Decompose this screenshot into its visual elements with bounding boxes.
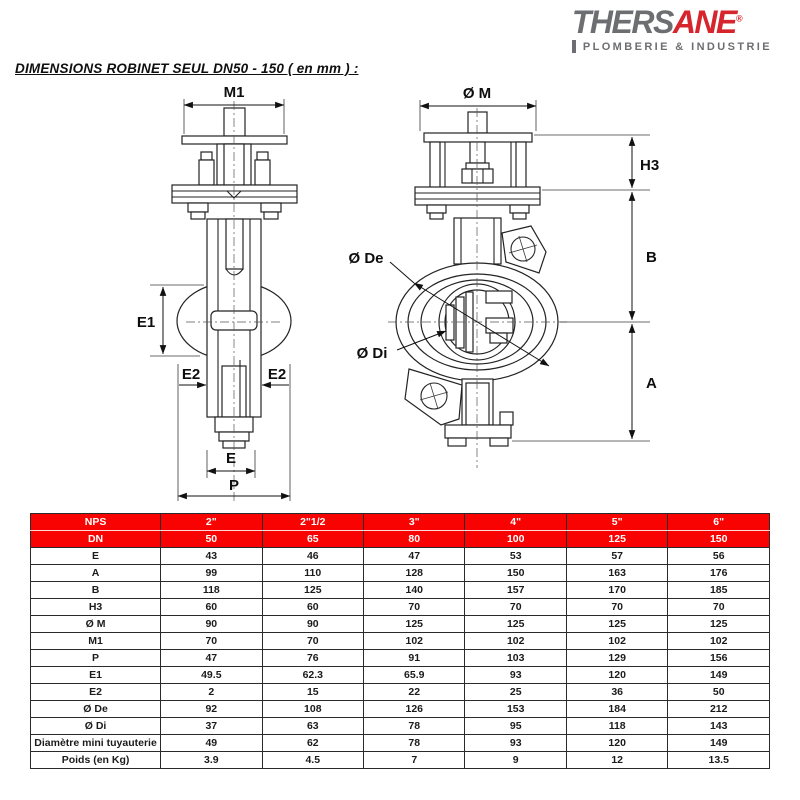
logo-text-gray: THERS <box>571 4 673 40</box>
table-row <box>31 650 770 667</box>
table-cell: 63 <box>262 718 363 735</box>
table-row <box>31 667 770 684</box>
table-cell: 50 <box>161 531 262 548</box>
table-cell: 91 <box>364 650 465 667</box>
table-cell: 125 <box>668 616 770 633</box>
table-row <box>31 616 770 633</box>
table-row <box>31 599 770 616</box>
table-cell: 102 <box>566 633 667 650</box>
table-cell: 70 <box>161 633 262 650</box>
left-view-side <box>137 84 297 503</box>
table-cell: 43 <box>161 548 262 565</box>
table-cell: 60 <box>161 599 262 616</box>
table-row <box>31 565 770 582</box>
row-label: E2 <box>31 684 161 701</box>
table-cell: 56 <box>668 548 770 565</box>
dim-label-a: A <box>646 375 657 392</box>
dimensions-table-body <box>31 514 770 769</box>
table-cell: 90 <box>161 616 262 633</box>
table-cell: 149 <box>668 667 770 684</box>
logo-text-red: ANE <box>672 4 736 40</box>
table-cell: 93 <box>465 735 566 752</box>
row-label: Ø De <box>31 701 161 718</box>
table-cell: 140 <box>364 582 465 599</box>
table-cell: 125 <box>364 616 465 633</box>
row-label: E <box>31 548 161 565</box>
row-label: E1 <box>31 667 161 684</box>
table-cell: 110 <box>262 565 363 582</box>
table-cell: 118 <box>161 582 262 599</box>
table-row <box>31 701 770 718</box>
table-cell: 9 <box>465 752 566 769</box>
table-row <box>31 633 770 650</box>
table-row <box>31 531 770 548</box>
table-cell: 125 <box>465 616 566 633</box>
table-cell: 80 <box>364 531 465 548</box>
table-cell: 70 <box>364 599 465 616</box>
table-cell: 108 <box>262 701 363 718</box>
table-cell: 47 <box>364 548 465 565</box>
row-label: M1 <box>31 633 161 650</box>
table-cell: 4.5 <box>262 752 363 769</box>
table-cell: 4" <box>465 514 566 531</box>
table-cell: 70 <box>668 599 770 616</box>
table-cell: 5" <box>566 514 667 531</box>
dim-label-p: P <box>228 477 240 494</box>
table-row <box>31 514 770 531</box>
row-label: Ø M <box>31 616 161 633</box>
table-cell: 2 <box>161 684 262 701</box>
table-cell: 49 <box>161 735 262 752</box>
registered-mark: ® <box>735 13 743 24</box>
row-label: Poids (en Kg) <box>31 752 161 769</box>
row-label: Ø Di <box>31 718 161 735</box>
table-cell: 7 <box>364 752 465 769</box>
table-cell: 120 <box>566 667 667 684</box>
table-cell: 184 <box>566 701 667 718</box>
dim-label-e1: E1 <box>136 314 156 331</box>
table-cell: 149 <box>668 735 770 752</box>
table-row <box>31 752 770 769</box>
table-cell: 125 <box>262 582 363 599</box>
table-cell: 120 <box>566 735 667 752</box>
table-cell: 150 <box>465 565 566 582</box>
row-label: Diamètre mini tuyauterie <box>31 735 161 752</box>
table-cell: 150 <box>668 531 770 548</box>
table-cell: 78 <box>364 735 465 752</box>
table-cell: 6" <box>668 514 770 531</box>
table-cell: 50 <box>668 684 770 701</box>
table-row <box>31 548 770 565</box>
dim-label-de: Ø De <box>348 250 384 267</box>
table-cell: 37 <box>161 718 262 735</box>
right-view-front <box>348 85 659 468</box>
table-cell: 128 <box>364 565 465 582</box>
table-row <box>31 718 770 735</box>
table-cell: 185 <box>668 582 770 599</box>
dim-label-e: E <box>225 450 237 467</box>
table-cell: 100 <box>465 531 566 548</box>
table-cell: 156 <box>668 650 770 667</box>
page-title: DIMENSIONS ROBINET SEUL DN50 - 150 ( en mm ) : <box>15 61 359 76</box>
table-cell: 15 <box>262 684 363 701</box>
table-row <box>31 684 770 701</box>
table-cell: 12 <box>566 752 667 769</box>
table-cell: 157 <box>465 582 566 599</box>
table-cell: 49.5 <box>161 667 262 684</box>
row-label: H3 <box>31 599 161 616</box>
row-label: DN <box>31 531 161 548</box>
dim-label-di: Ø Di <box>356 345 388 362</box>
row-label: A <box>31 565 161 582</box>
table-cell: 3" <box>364 514 465 531</box>
table-row <box>31 735 770 752</box>
table-cell: 22 <box>364 684 465 701</box>
table-cell: 102 <box>668 633 770 650</box>
dim-label-h3: H3 <box>640 157 660 174</box>
table-cell: 62.3 <box>262 667 363 684</box>
dim-label-e2-right: E2 <box>267 366 287 383</box>
table-cell: 95 <box>465 718 566 735</box>
dim-label-m1: M1 <box>223 84 245 101</box>
table-cell: 102 <box>465 633 566 650</box>
table-cell: 2" <box>161 514 262 531</box>
table-cell: 46 <box>262 548 363 565</box>
table-cell: 65 <box>262 531 363 548</box>
table-row <box>31 582 770 599</box>
table-cell: 212 <box>668 701 770 718</box>
table-cell: 102 <box>364 633 465 650</box>
row-label: NPS <box>31 514 161 531</box>
table-cell: 76 <box>262 650 363 667</box>
table-cell: 70 <box>566 599 667 616</box>
table-cell: 60 <box>262 599 363 616</box>
table-cell: 125 <box>566 616 667 633</box>
dim-label-e2-left: E2 <box>181 366 201 383</box>
dim-label-om: Ø M <box>462 85 492 102</box>
table-cell: 170 <box>566 582 667 599</box>
table-cell: 78 <box>364 718 465 735</box>
dim-label-b: B <box>646 249 657 266</box>
logo-tagline-text: PLOMBERIE & INDUSTRIE <box>582 40 772 53</box>
table-cell: 118 <box>566 718 667 735</box>
table-cell: 65.9 <box>364 667 465 684</box>
table-cell: 62 <box>262 735 363 752</box>
table-cell: 3.9 <box>161 752 262 769</box>
table-cell: 36 <box>566 684 667 701</box>
table-cell: 70 <box>465 599 566 616</box>
table-cell: 13.5 <box>668 752 770 769</box>
table-cell: 2"1/2 <box>262 514 363 531</box>
table-cell: 93 <box>465 667 566 684</box>
table-cell: 92 <box>161 701 262 718</box>
table-cell: 47 <box>161 650 262 667</box>
table-cell: 99 <box>161 565 262 582</box>
table-cell: 153 <box>465 701 566 718</box>
table-cell: 129 <box>566 650 667 667</box>
table-cell: 176 <box>668 565 770 582</box>
table-cell: 163 <box>566 565 667 582</box>
row-label: B <box>31 582 161 599</box>
table-cell: 25 <box>465 684 566 701</box>
table-cell: 103 <box>465 650 566 667</box>
table-cell: 143 <box>668 718 770 735</box>
table-cell: 126 <box>364 701 465 718</box>
row-label: P <box>31 650 161 667</box>
table-cell: 57 <box>566 548 667 565</box>
dimensions-table <box>30 513 770 769</box>
table-cell: 125 <box>566 531 667 548</box>
table-cell: 53 <box>465 548 566 565</box>
table-cell: 90 <box>262 616 363 633</box>
table-cell: 70 <box>262 633 363 650</box>
